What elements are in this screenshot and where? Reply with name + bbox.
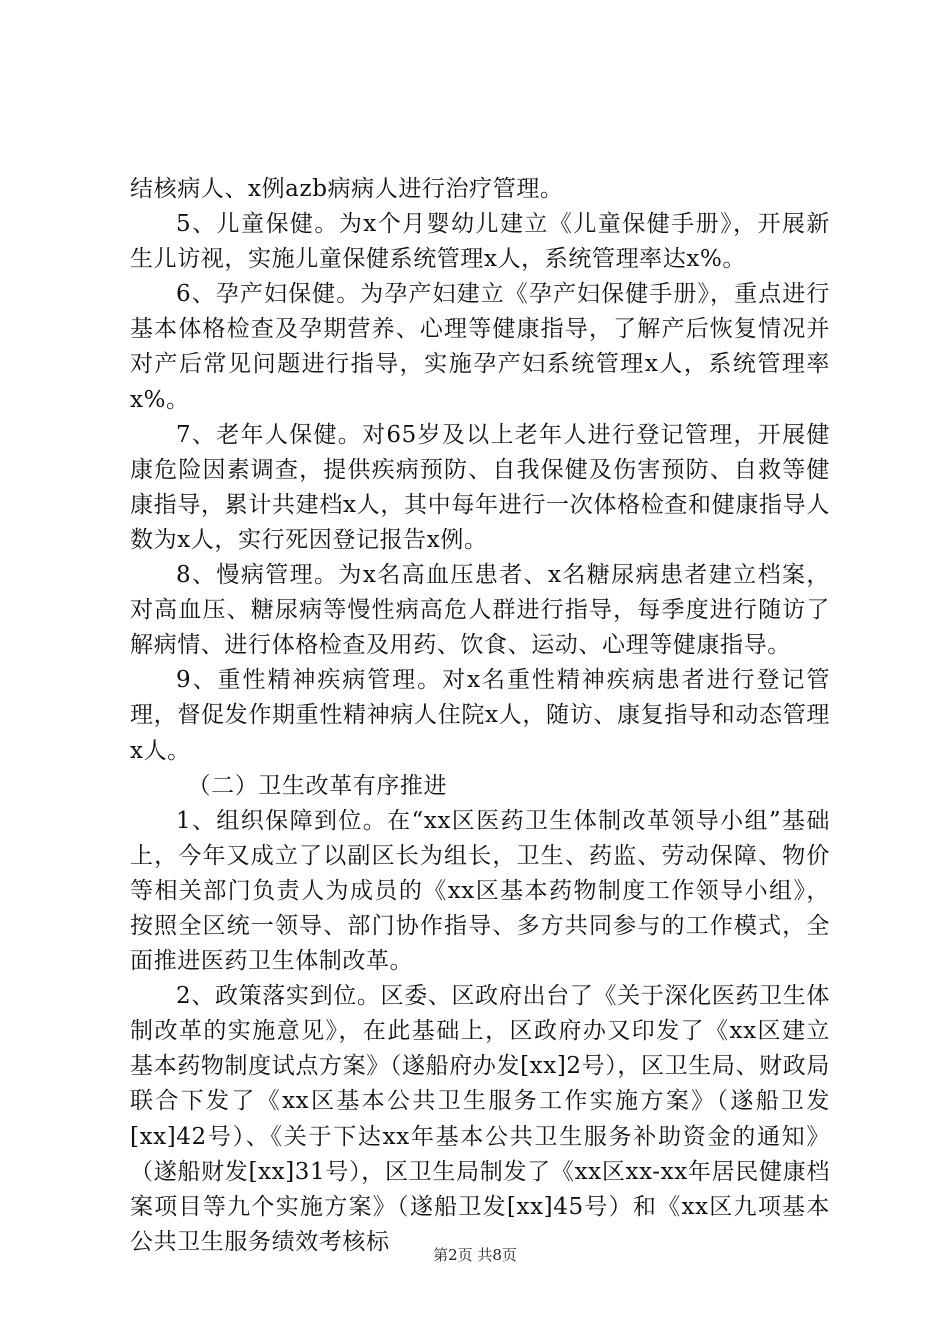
page-footer: 第2页 共8页 bbox=[433, 1246, 517, 1264]
paragraph-policy: 2、政策落实到位。区委、区政府出台了《关于深化医药卫生体制改革的实施意见》，在此基础上，区政府办又印发了《xx区建立基本药物制度试点方案》（遂船府办发[xx]2号），区卫生局、财政局联合下发了《xx区基本公共卫生服务工作实施方案》（遂船卫发[xx]42号）、《关于下达xx年基本公共卫生服务补助资金的通知》（遂船财发[xx]31号），区卫生局制发了《xx区xx-xx年居民健康档案项目等九个实施方案》（遂船卫发[xx]45号）和《xx区九项基本公共卫生服务绩效考核标 bbox=[130, 983, 830, 1255]
paragraph-chronic-disease: 8、慢病管理。为x名高血压患者、x名糖尿病患者建立档案，对高血压、糖尿病等慢性病高危人群进行指导，每季度进行随访了解病情、进行体格检查及用药、饮食、运动、心理等健康指导。 bbox=[130, 562, 830, 659]
paragraph-tb-continuation: 结核病人、x例azb病病人进行治疗管理。 bbox=[130, 176, 564, 202]
paragraph-elderly-health: 7、老年人保健。对65岁及以上老年人进行登记管理，开展健康危险因素调查，提供疾病预防、自我保健及伤害预防、自救等健康指导，累计共建档x人，其中每年进行一次体格检查和健康指导人数为x人，实行死因登记报告x例。 bbox=[130, 421, 830, 553]
paragraph-organization: 1、组织保障到位。在“xx区医药卫生体制改革领导小组”基础上，今年又成立了以副区长为组长，卫生、药监、劳动保障、物价等相关部门负责人为成员的《xx区基本药物制度工作领导小组》，按照全区统一领导、部门协作指导、多方共同参与的工作模式，全面推进医药卫生体制改革。 bbox=[130, 807, 830, 975]
section-heading-health-reform: （二）卫生改革有序推进 bbox=[187, 772, 448, 799]
document-body bbox=[130, 172, 830, 1260]
paragraph-maternal-health: 6、孕产妇保健。为孕产妇建立《孕产妇保健手册》，重点进行基本体格检查及孕期营养、心理等健康指导，了解产后恢复情况并对产后常见问题进行指导，实施孕产妇系统管理x人，系统管理率x%。 bbox=[130, 281, 830, 413]
paragraph-child-health: 5、儿童保健。为x个月婴幼儿建立《儿童保健手册》，开展新生儿访视，实施儿童保健系统管理x人，系统管理率达x%。 bbox=[130, 211, 830, 273]
paragraph-mental-illness: 9、重性精神疾病管理。对x名重性精神疾病患者进行登记管理，督促发作期重性精神病人住院x人，随访、康复指导和动态管理x人。 bbox=[130, 667, 830, 764]
